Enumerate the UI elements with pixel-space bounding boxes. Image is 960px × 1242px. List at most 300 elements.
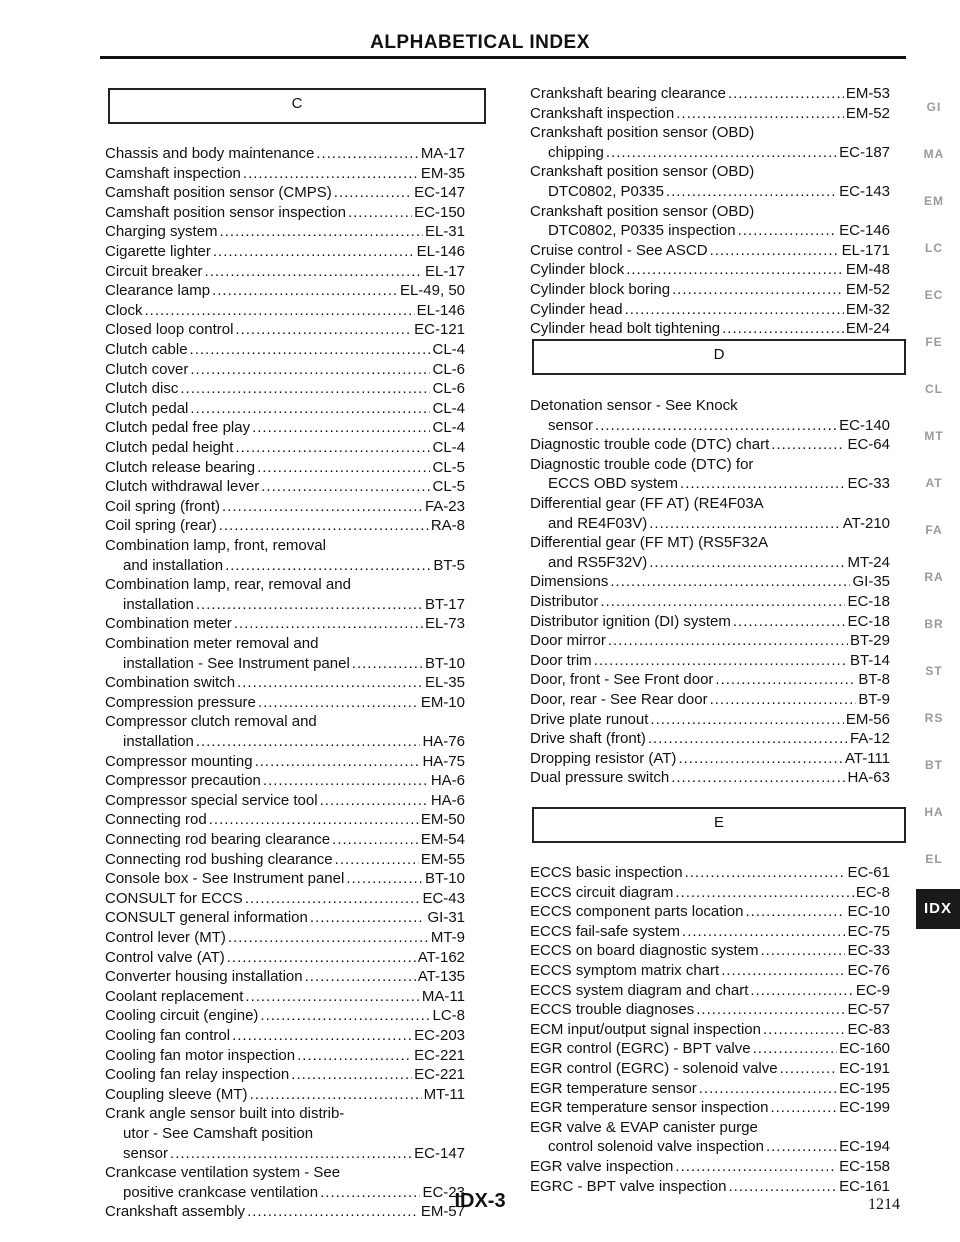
entry-page-ref: EL-17 (424, 262, 465, 280)
entry-text: installation - See Instrument panel (123, 654, 350, 672)
entry-page-ref: MT-9 (430, 929, 465, 946)
index-entry (105, 497, 465, 517)
leader-dots (255, 752, 421, 772)
index-entry (530, 1059, 890, 1079)
index-entry (105, 1065, 465, 1085)
entry-page-ref: EC-61 (847, 864, 890, 881)
leader-dots (297, 1046, 412, 1066)
index-entry (105, 1026, 465, 1046)
entry-page-ref: EC-147 (414, 184, 465, 202)
index-entry (105, 164, 465, 184)
entry-text: Charging system (105, 223, 218, 241)
index-entry (530, 1157, 890, 1177)
entry-text: Crankcase ventilation system - See (105, 1164, 341, 1182)
index-entry (105, 850, 465, 870)
index-entry (530, 1039, 890, 1059)
entry-text: Console box - See Instrument panel (105, 870, 345, 888)
entry-text: Crankshaft bearing clearance (530, 85, 726, 102)
entry-text: Control lever (MT) (105, 929, 226, 946)
leader-dots (196, 595, 423, 615)
index-entry (530, 1000, 890, 1020)
leader-dots (212, 281, 398, 301)
entry-text: Cooling fan motor inspection (105, 1046, 296, 1064)
leader-dots (699, 1079, 837, 1099)
index-entry (530, 941, 890, 961)
entry-page-ref: EL-146 (416, 301, 465, 319)
leader-dots (228, 928, 429, 948)
entry-page-ref: EC-191 (839, 1060, 890, 1077)
leader-dots (243, 164, 419, 184)
entry-text: Diagnostic trouble code (DTC) chart (530, 436, 770, 454)
section-tab-mt[interactable]: MT (924, 429, 944, 443)
index-entry (530, 241, 890, 261)
entry-text: Door, rear - See Rear door (530, 691, 708, 708)
leader-dots (316, 144, 419, 164)
entry-page-ref: EC-23 (422, 1183, 465, 1201)
entry-page-ref: EC-10 (847, 903, 890, 921)
index-entry (105, 1085, 465, 1105)
page-title: ALPHABETICAL INDEX (370, 32, 590, 53)
entry-text: Drive plate runout (530, 710, 649, 728)
index-entry (530, 631, 890, 651)
entry-text: installation (123, 595, 194, 613)
entry-page-ref: EC-76 (847, 962, 890, 979)
entry-text: Crankshaft position sensor (OBD) (530, 163, 755, 181)
leader-dots (710, 241, 840, 261)
entry-text: Drive shaft (front) (530, 730, 646, 748)
entry-text: Combination meter removal and (105, 635, 319, 652)
index-entry (530, 319, 890, 339)
entry-text: Coolant replacement (105, 987, 244, 1005)
leader-dots (666, 182, 837, 202)
leader-dots (234, 614, 423, 634)
entry-text: Camshaft inspection (105, 164, 241, 182)
entry-page-ref: BT-5 (433, 556, 465, 574)
entry-text: ECCS component parts location (530, 903, 744, 921)
entry-text: Cooling fan control (105, 1027, 231, 1044)
leader-dots (780, 1059, 838, 1079)
section-box-e (532, 807, 906, 843)
leader-dots (595, 416, 837, 436)
entry-text: Connecting rod bearing clearance (105, 831, 331, 848)
entry-page-ref: EC-75 (847, 922, 890, 940)
index-entry (105, 614, 465, 634)
index-entry (105, 791, 465, 811)
leader-dots (346, 869, 423, 889)
leader-dots (291, 1065, 412, 1085)
leader-dots (235, 320, 412, 340)
entry-text: EGR control (EGRC) - solenoid valve (530, 1060, 778, 1077)
index-entry (530, 863, 890, 883)
index-entry (530, 162, 890, 201)
index-entry (105, 438, 465, 458)
entry-page-ref: CL-4 (432, 399, 465, 417)
index-entry (530, 435, 890, 455)
leader-dots (610, 572, 850, 592)
leader-dots (672, 280, 844, 300)
leader-dots (760, 941, 845, 961)
leader-dots (320, 791, 429, 811)
index-entry (105, 967, 465, 987)
entry-page-ref: BT-10 (424, 870, 465, 888)
entry-page-ref: EM-32 (845, 300, 890, 318)
index-entry (530, 981, 890, 1001)
index-entry (105, 712, 465, 751)
entry-page-ref: EC-150 (414, 203, 465, 221)
entry-text: Cruise control - See ASCD (530, 241, 708, 259)
entry-page-ref: EC-18 (847, 612, 890, 630)
index-entry (530, 1020, 890, 1040)
entry-text: Compressor special service tool (105, 791, 318, 809)
entry-text: Connecting rod (105, 811, 207, 829)
leader-dots (750, 981, 853, 1001)
leader-dots (232, 1026, 412, 1046)
entry-text: Combination lamp, front, removal (105, 537, 326, 554)
leader-dots (676, 104, 844, 124)
index-entry (530, 104, 890, 124)
leader-dots (237, 673, 423, 693)
entry-page-ref: AT-111 (844, 749, 890, 767)
leader-dots (213, 242, 415, 262)
index-entry (530, 729, 890, 749)
leader-dots (671, 768, 845, 788)
entry-text: Clutch pedal (105, 399, 189, 417)
index-entry (105, 693, 465, 713)
index-entry (105, 379, 465, 399)
entry-page-ref: EM-35 (420, 164, 465, 182)
entry-page-ref: EM-48 (845, 261, 890, 279)
entry-text: Cooling fan relay inspection (105, 1066, 290, 1084)
entry-page-ref: EL-49, 50 (399, 282, 465, 300)
leader-dots (334, 183, 412, 203)
index-entry (530, 84, 890, 104)
index-entry (105, 144, 465, 164)
entry-page-ref: EM-55 (420, 850, 465, 868)
index-entry (530, 690, 890, 710)
index-entry (105, 418, 465, 438)
leader-dots (190, 399, 430, 419)
entry-page-ref: EC-8 (855, 883, 890, 901)
entry-page-ref: EC-43 (422, 889, 465, 907)
entry-page-ref: HA-6 (430, 791, 465, 809)
entry-text: installation (123, 732, 194, 750)
index-entry (530, 749, 890, 769)
entry-text: ECCS symptom matrix chart (530, 962, 720, 979)
entry-text: Door trim (530, 651, 592, 669)
leader-dots (763, 1020, 845, 1040)
index-entry (530, 494, 890, 533)
leader-dots (332, 830, 419, 850)
entry-text: ECCS OBD system (548, 475, 679, 493)
entry-page-ref: EM-52 (845, 281, 890, 298)
section-tab-st[interactable]: ST (925, 664, 943, 678)
entry-page-ref: EC-140 (839, 416, 890, 434)
entry-text: Differential gear (FF AT) (RE4F03A (530, 495, 764, 512)
entry-page-ref: EC-158 (839, 1158, 890, 1175)
entry-page-ref: MT-11 (423, 1085, 465, 1103)
index-entry (105, 810, 465, 830)
entry-page-ref: EC-221 (414, 1066, 465, 1084)
entry-page-ref: EM-24 (845, 320, 890, 338)
index-entry (105, 262, 465, 282)
index-entry (105, 242, 465, 262)
leader-dots (771, 435, 845, 455)
entry-page-ref: BT-29 (849, 632, 890, 650)
entry-text: Crankshaft position sensor (OBD) (530, 202, 755, 220)
index-entry (105, 928, 465, 948)
entry-text: utor - See Camshaft position (123, 1124, 314, 1142)
section-tab-fa[interactable]: FA (925, 523, 943, 537)
entry-text: Door, front - See Front door (530, 671, 714, 689)
section-label-e: E (713, 814, 724, 831)
section-tab-br[interactable]: BR (924, 617, 944, 631)
leader-dots (625, 300, 844, 320)
index-entry (530, 768, 890, 788)
section-tab-ec[interactable]: EC (924, 288, 944, 302)
leader-dots (696, 1000, 845, 1020)
index-entry (105, 183, 465, 203)
entry-text: and RE4F03V) (548, 514, 648, 532)
leader-dots (209, 810, 419, 830)
leader-dots (733, 612, 846, 632)
entry-text: CONSULT general information (105, 909, 308, 927)
entry-page-ref: EC-187 (839, 143, 890, 161)
leader-dots (682, 922, 845, 942)
index-entry (530, 260, 890, 280)
entry-page-ref: CL-4 (432, 439, 465, 456)
leader-dots (190, 360, 430, 380)
leader-dots (205, 262, 423, 282)
section-tab-ra[interactable]: RA (924, 570, 944, 584)
entry-text: Clutch disc (105, 380, 179, 398)
entry-text: EGR temperature sensor (530, 1079, 697, 1097)
index-entry (530, 902, 890, 922)
section-box-d (532, 339, 906, 375)
index-entry (105, 830, 465, 850)
entry-text: EGR temperature sensor inspection (530, 1099, 769, 1117)
footer-page-number: 1214 (868, 1196, 900, 1213)
entry-page-ref: BT-8 (858, 671, 890, 689)
leader-dots (348, 203, 412, 223)
entry-text: ECM input/output signal inspection (530, 1020, 761, 1038)
index-entry (105, 771, 465, 791)
leader-dots (257, 458, 430, 478)
entry-page-ref: HA-75 (422, 752, 465, 770)
entry-text: Dropping resistor (AT) (530, 749, 677, 767)
leader-dots (728, 84, 844, 104)
entry-text: Combination switch (105, 674, 236, 692)
entry-page-ref: MT-24 (847, 553, 890, 571)
entry-text: Coil spring (rear) (105, 517, 217, 535)
leader-dots (770, 1098, 837, 1118)
leader-dots (680, 474, 845, 494)
entry-page-ref: EL-171 (841, 241, 890, 259)
entry-text: Differential gear (FF MT) (RS5F32A (530, 534, 769, 552)
entry-text: Camshaft position sensor inspection (105, 203, 346, 221)
section-tab-rs[interactable]: RS (924, 711, 944, 725)
entry-text: Clutch pedal free play (105, 419, 251, 437)
entry-page-ref: CL-4 (432, 419, 465, 437)
entry-text: Closed loop control (105, 321, 234, 339)
section-tab-cl[interactable]: CL (925, 382, 943, 396)
leader-dots (235, 438, 430, 458)
entry-text: Combination lamp, rear, removal and (105, 576, 351, 594)
section-tab-fe[interactable]: FE (925, 335, 943, 349)
index-entry (530, 455, 890, 494)
entry-page-ref: EC-160 (839, 1040, 890, 1058)
entry-page-ref: EC-83 (847, 1020, 890, 1038)
entry-page-ref: RA-8 (430, 517, 465, 535)
leader-dots (220, 222, 423, 242)
index-entry (105, 301, 465, 321)
index-entry (530, 280, 890, 300)
entry-text: EGR control (EGRC) - BPT valve (530, 1040, 751, 1058)
entry-text: Coupling sleeve (MT) (105, 1085, 248, 1103)
leader-dots (252, 418, 430, 438)
index-entry (105, 536, 465, 575)
leader-dots (600, 592, 845, 612)
entry-text: ECCS circuit diagram (530, 883, 674, 901)
leader-dots (648, 729, 848, 749)
index-entry (530, 533, 890, 572)
leader-dots (225, 556, 431, 576)
entry-text: Clutch cover (105, 360, 189, 378)
entry-page-ref: EC-161 (839, 1177, 890, 1195)
section-tab-el[interactable]: EL (925, 852, 943, 866)
leader-dots (675, 883, 853, 903)
entry-page-ref: EC-199 (839, 1099, 890, 1117)
index-entry (105, 1046, 465, 1066)
entry-text: Clutch pedal height (105, 439, 234, 456)
leader-dots (626, 260, 844, 280)
section-tab-at[interactable]: AT (925, 476, 943, 490)
entry-page-ref: EL-73 (424, 615, 465, 633)
entry-text: Connecting rod bushing clearance (105, 850, 333, 868)
entry-page-ref: EC-64 (847, 436, 890, 454)
index-entry (105, 399, 465, 419)
index-entry (105, 987, 465, 1007)
index-entry (105, 634, 465, 673)
entry-text: Cylinder head (530, 300, 623, 318)
index-entry (105, 889, 465, 909)
section-tab-lc[interactable]: LC (925, 241, 943, 255)
index-entry (105, 203, 465, 223)
index-entry (105, 1006, 465, 1026)
entry-page-ref: LC-8 (432, 1007, 465, 1025)
entry-text: Cigarette lighter (105, 243, 211, 260)
entry-text: Crankshaft assembly (105, 1203, 246, 1221)
leader-dots (710, 690, 857, 710)
index-entry (105, 752, 465, 772)
section-tab-ha[interactable]: HA (924, 805, 944, 819)
entry-text: and RS5F32V) (548, 553, 648, 571)
entry-text: Chassis and body maintenance (105, 145, 315, 162)
leader-dots (649, 514, 841, 534)
footer-page-label: IDX-3 (454, 1190, 506, 1212)
entry-text: Cylinder head bolt tightening (530, 320, 721, 338)
entry-text: Distributor ignition (DI) system (530, 612, 731, 630)
entry-page-ref: BT-17 (424, 595, 465, 613)
section-tab-idx[interactable]: IDX (916, 889, 960, 929)
entry-page-ref: BT-10 (424, 654, 465, 672)
entry-text: CONSULT for ECCS (105, 889, 243, 907)
index-entry (105, 477, 465, 497)
leader-dots (650, 710, 843, 730)
section-tab-em[interactable]: EM (924, 194, 944, 208)
index-entry (530, 710, 890, 730)
leader-dots (675, 1157, 837, 1177)
leader-dots (721, 961, 845, 981)
leader-dots (715, 670, 856, 690)
entry-page-ref: HA-6 (430, 772, 465, 790)
section-tab-gi[interactable]: GI (926, 100, 942, 114)
entry-text: Circuit breaker (105, 262, 203, 280)
entry-page-ref: GI-35 (852, 573, 890, 591)
entry-text: control solenoid valve inspection (548, 1138, 764, 1156)
index-entry (105, 281, 465, 301)
leader-dots (352, 654, 423, 674)
entry-text: Compressor precaution (105, 772, 261, 790)
entry-page-ref: GI-31 (427, 909, 465, 927)
entry-page-ref: AT-135 (417, 968, 465, 986)
entry-text: Combination meter (105, 615, 232, 633)
index-entry (105, 948, 465, 968)
entry-page-ref: EM-56 (845, 710, 890, 728)
leader-dots (745, 902, 845, 922)
index-entry (530, 1098, 890, 1118)
entry-page-ref: EC-194 (839, 1138, 890, 1156)
index-entry (105, 908, 465, 928)
entry-page-ref: CL-4 (432, 341, 465, 358)
index-entry (530, 396, 890, 435)
leader-dots (261, 477, 430, 497)
leader-dots (180, 379, 430, 399)
entry-page-ref: EC-143 (839, 182, 890, 200)
leader-dots (145, 301, 415, 321)
entry-text: Converter housing installation (105, 968, 303, 986)
entry-page-ref: EC-221 (414, 1046, 465, 1064)
entry-page-ref: MA-17 (420, 145, 465, 162)
section-label-d: D (713, 346, 725, 363)
entry-text: positive crankcase ventilation (123, 1183, 319, 1201)
section-label-c: C (291, 95, 303, 112)
title-rule (100, 56, 906, 59)
entry-text: Crankshaft inspection (530, 104, 675, 122)
index-entry (105, 458, 465, 478)
index-entry (530, 612, 890, 632)
entry-page-ref: HA-76 (422, 732, 465, 750)
index-entry (530, 300, 890, 320)
leader-dots (753, 1039, 838, 1059)
leader-dots (305, 967, 416, 987)
entry-text: sensor (548, 416, 594, 434)
index-entry (530, 202, 890, 241)
index-entry (530, 123, 890, 162)
entry-text: Crank angle sensor built into distrib- (105, 1105, 345, 1123)
entry-page-ref: EC-9 (855, 981, 890, 999)
section-tab-ma[interactable]: MA (923, 147, 945, 161)
section-tab-bt[interactable]: BT (925, 758, 943, 772)
entry-page-ref: FA-23 (424, 497, 465, 515)
leader-dots (649, 553, 845, 573)
entry-text: ECCS fail-safe system (530, 922, 681, 940)
leader-dots (260, 1006, 430, 1026)
entry-page-ref: AT-210 (842, 514, 890, 532)
entry-page-ref: EC-121 (414, 321, 465, 339)
entry-text: Coil spring (front) (105, 497, 221, 515)
entry-page-ref: EL-31 (424, 223, 465, 241)
entry-page-ref: BT-9 (858, 691, 890, 708)
